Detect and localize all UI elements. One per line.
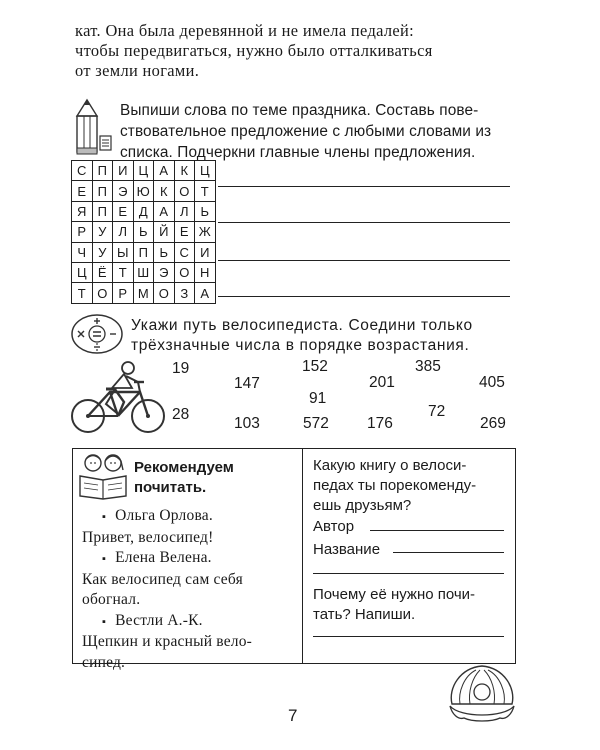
intro-line: от земли ногами. <box>75 61 200 80</box>
book-title[interactable]: обогнал. <box>82 591 141 608</box>
answer-line[interactable] <box>218 260 510 261</box>
grid-cell[interactable]: Ь <box>195 201 216 221</box>
grid-cell[interactable]: У <box>92 242 113 262</box>
book-title[interactable]: Привет, велосипед! <box>82 528 214 546</box>
grid-row <box>72 222 216 242</box>
math-signs-icon <box>70 313 124 355</box>
grid-cell[interactable]: У <box>92 222 113 242</box>
book-title[interactable]: сипед. <box>82 653 126 671</box>
grid-cell[interactable]: Е <box>113 201 134 221</box>
grid-cell[interactable]: А <box>154 201 175 221</box>
number-item[interactable]: 103 <box>234 415 260 432</box>
intro-paragraph <box>75 21 433 81</box>
pencil-icon <box>74 98 114 158</box>
why-line: Почему её нужно почи- <box>313 586 476 603</box>
number-item[interactable]: 405 <box>479 374 505 391</box>
author-field[interactable] <box>370 530 504 531</box>
grid-row <box>72 262 216 282</box>
grid-cell[interactable]: Т <box>113 262 134 282</box>
intro-line: кат. Она была деревянной и не имела педалей: <box>75 21 415 40</box>
cyclist-illustration <box>70 360 170 438</box>
grid-cell[interactable]: Ь <box>154 242 175 262</box>
grid-cell[interactable]: И <box>195 242 216 262</box>
task1-line: списка. Подчеркни главные члены предложения. <box>120 144 476 161</box>
grid-cell[interactable]: Т <box>195 181 216 201</box>
grid-cell[interactable]: Д <box>133 201 154 221</box>
book-author: Ольга Орлова. <box>115 507 213 524</box>
shell-icon <box>446 662 518 726</box>
number-item[interactable]: 385 <box>415 358 441 375</box>
grid-row <box>72 283 216 303</box>
grid-cell[interactable]: Ю <box>133 181 154 201</box>
bullet: ▪ <box>102 511 107 523</box>
grid-cell[interactable]: Ц <box>72 262 93 282</box>
number-item[interactable]: 28 <box>172 406 190 423</box>
grid-cell[interactable]: С <box>174 242 195 262</box>
book-title[interactable]: Щепкин и красный вело- <box>82 633 253 650</box>
task1-instructions <box>120 100 491 163</box>
grid-cell[interactable]: Ж <box>195 222 216 242</box>
title-label: Название <box>313 541 381 558</box>
grid-cell[interactable]: Ц <box>195 161 216 181</box>
book-item <box>82 548 252 570</box>
grid-cell[interactable]: Е <box>72 181 93 201</box>
task2-instructions <box>131 316 473 356</box>
recommend-title-line: Рекомендуем <box>134 459 234 476</box>
grid-cell[interactable]: П <box>133 242 154 262</box>
why-text <box>313 585 475 625</box>
question-text <box>313 456 476 516</box>
grid-cell[interactable]: Р <box>113 283 134 303</box>
answer-line[interactable] <box>218 222 510 223</box>
grid-cell[interactable]: А <box>154 161 175 181</box>
grid-cell[interactable]: Р <box>72 222 93 242</box>
grid-row <box>72 161 216 181</box>
grid-cell[interactable]: П <box>92 161 113 181</box>
grid-cell[interactable]: О <box>92 283 113 303</box>
grid-row <box>72 201 216 221</box>
book-list <box>82 506 252 673</box>
grid-cell[interactable]: Ь <box>133 222 154 242</box>
number-item[interactable]: 269 <box>480 415 506 432</box>
number-item[interactable]: 91 <box>309 390 327 407</box>
page-number: 7 <box>288 706 298 725</box>
box-divider <box>302 448 303 664</box>
book-title[interactable]: Как велосипед сам себя <box>82 570 243 588</box>
letter-grid <box>71 160 216 304</box>
grid-cell[interactable]: Я <box>72 201 93 221</box>
number-item[interactable]: 152 <box>302 358 328 375</box>
grid-cell[interactable]: Ё <box>92 262 113 282</box>
question-line: ешь друзьям? <box>313 497 412 514</box>
book-author: Елена Велена. <box>115 549 212 566</box>
grid-row <box>72 181 216 201</box>
grid-cell[interactable]: П <box>92 181 113 201</box>
answer-line[interactable] <box>218 186 510 187</box>
grid-cell[interactable]: Л <box>113 222 134 242</box>
task2-line: Укажи путь велосипедиста. Соедини только <box>131 317 473 334</box>
task2-line: трёхзначные числа в порядке возрастания. <box>131 337 470 354</box>
grid-cell[interactable]: О <box>154 283 175 303</box>
grid-cell[interactable]: Ш <box>133 262 154 282</box>
grid-cell[interactable]: И <box>113 161 134 181</box>
book-item <box>82 506 252 528</box>
grid-cell[interactable]: О <box>174 262 195 282</box>
grid-cell[interactable]: Ч <box>72 242 93 262</box>
answer-line[interactable] <box>218 296 510 297</box>
number-item[interactable]: 147 <box>234 375 260 392</box>
grid-cell[interactable]: Й <box>154 222 175 242</box>
title-field[interactable] <box>393 552 504 553</box>
grid-cell[interactable]: Э <box>154 262 175 282</box>
intro-line: чтобы передвигаться, нужно было отталкиваться <box>75 41 433 60</box>
book-item <box>82 611 252 633</box>
grid-cell[interactable]: Л <box>174 201 195 221</box>
recommend-title-line: почитать. <box>134 479 207 496</box>
task1-line: ствовательное предложение с любыми словами из <box>120 123 492 140</box>
grid-cell[interactable]: Н <box>195 262 216 282</box>
grid-cell[interactable]: З <box>174 283 195 303</box>
grid-cell[interactable]: Э <box>113 181 134 201</box>
grid-cell[interactable]: П <box>92 201 113 221</box>
grid-cell[interactable]: Ы <box>113 242 134 262</box>
grid-cell[interactable]: С <box>72 161 93 181</box>
children-reading-icon <box>76 452 130 500</box>
grid-cell[interactable]: А <box>195 283 216 303</box>
number-item[interactable]: 572 <box>303 415 329 432</box>
author-label: Автор <box>313 518 355 535</box>
bullet: ▪ <box>102 615 107 628</box>
number-item[interactable]: 19 <box>172 360 190 377</box>
number-item[interactable]: 201 <box>369 374 395 391</box>
grid-cell[interactable]: Т <box>72 283 93 303</box>
question-line: Какую книгу о велоси- <box>313 457 467 474</box>
grid-cell[interactable]: К <box>154 181 175 201</box>
grid-cell[interactable]: Ц <box>133 161 154 181</box>
grid-cell[interactable]: Е <box>174 222 195 242</box>
title-field-extra[interactable] <box>313 573 504 574</box>
recommend-title <box>134 458 234 498</box>
book-author: Вестли А.-К. <box>115 611 203 629</box>
grid-row <box>72 242 216 262</box>
number-item[interactable]: 176 <box>367 415 393 432</box>
grid-cell[interactable]: М <box>133 283 154 303</box>
task1-line: Выпиши слова по теме праздника. Составь пове- <box>120 102 479 119</box>
why-line: тать? Напиши. <box>313 606 416 623</box>
grid-cell[interactable]: О <box>174 181 195 201</box>
number-item[interactable]: 72 <box>428 403 446 420</box>
question-line: педах ты порекоменду- <box>313 477 477 494</box>
why-answer-line[interactable] <box>313 636 504 637</box>
bullet: ▪ <box>102 553 107 565</box>
grid-cell[interactable]: К <box>174 161 195 181</box>
